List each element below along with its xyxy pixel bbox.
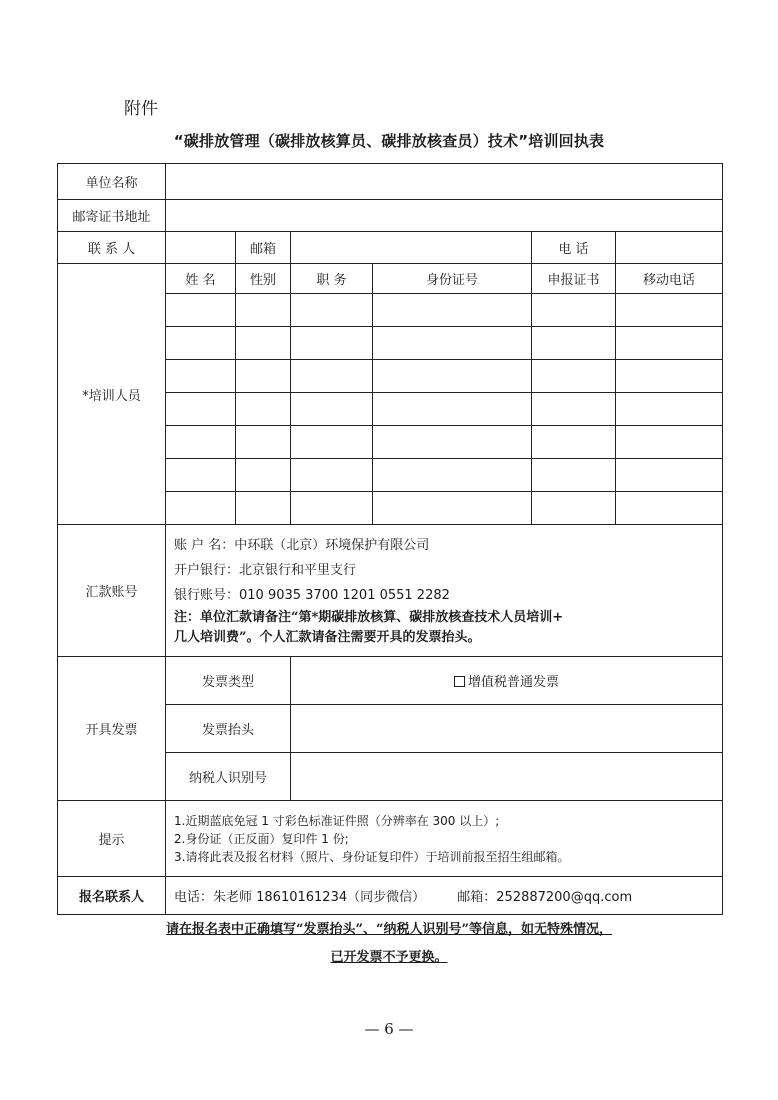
trainee-header-name: 姓 名 xyxy=(166,264,236,294)
contact-row xyxy=(58,232,723,264)
remit-label: 汇款账号 xyxy=(58,525,166,657)
invoice-type-row xyxy=(58,657,723,705)
unit-name-row xyxy=(58,164,723,200)
tips-content xyxy=(166,801,723,877)
trainee-header-mobile: 移动电话 xyxy=(616,264,723,294)
taxpayer-id-label: 纳税人识别号 xyxy=(166,753,291,801)
taxpayer-id-field[interactable] xyxy=(291,753,723,801)
trainee-header-gender: 性别 xyxy=(236,264,291,294)
registration-contact-info xyxy=(166,877,723,915)
mail-address-field[interactable] xyxy=(166,200,723,232)
registration-email[interactable]: 邮箱：252887200@qq.com xyxy=(457,890,633,905)
bank-name: 开户银行：北京银行和平里支行 xyxy=(174,563,357,578)
tips-label: 提示 xyxy=(58,801,166,877)
trainee-header-id-number: 身份证号 xyxy=(373,264,532,294)
email-label: 邮箱 xyxy=(236,232,291,264)
registration-contact-row xyxy=(58,877,723,915)
checkbox-icon[interactable] xyxy=(454,676,465,687)
invoice-type-value: 增值税普通发票 xyxy=(468,675,560,690)
remit-note-line-1: 注：单位汇款请备注“第*期碳排放核算、碳排放核查技术人员培训+ xyxy=(174,610,564,625)
invoice-type-label: 发票类型 xyxy=(166,657,291,705)
page-number: — 6 — xyxy=(364,1020,414,1038)
tips-row xyxy=(58,801,723,877)
mail-address-label: 邮寄证书地址 xyxy=(58,200,166,232)
unit-name-field[interactable] xyxy=(166,164,723,200)
contact-field[interactable] xyxy=(166,232,236,264)
invoice-title-field[interactable] xyxy=(291,705,723,753)
trainee-header-certificate: 申报证书 xyxy=(532,264,616,294)
form-title: “碳排放管理（碳排放核算员、碳排放核查员）技术”培训回执表 xyxy=(173,132,605,150)
trainee-header-row xyxy=(58,264,723,294)
remit-info xyxy=(166,525,723,657)
attachment-label: 附件 xyxy=(124,99,158,119)
invoice-label: 开具发票 xyxy=(58,657,166,801)
account-number: 银行账号：010 9035 3700 1201 0551 2282 xyxy=(174,588,450,603)
trainees-label: *培训人员 xyxy=(58,264,166,525)
tip-item: 2.身份证（正反面）复印件 1 份; xyxy=(174,831,349,846)
invoice-title-label: 发票抬头 xyxy=(166,705,291,753)
registration-phone: 电话：朱老师 18610161234（同步微信） xyxy=(174,890,426,905)
footer-notice-line-1: 请在报名表中正确填写“发票抬头”、“纳税人识别号”等信息，如无特殊情况， xyxy=(166,922,612,937)
tip-item: 3.请将此表及报名材料（照片、身份证复印件）于培训前报至招生组邮箱。 xyxy=(174,849,570,864)
remit-note-line-2: 几人培训费”。个人汇款请备注需要开具的发票抬头。 xyxy=(174,630,481,645)
invoice-type-option[interactable] xyxy=(291,657,723,705)
email-field[interactable] xyxy=(291,232,532,264)
footer-notice-line-2: 已开发票不予更换。 xyxy=(330,950,448,965)
contact-label: 联 系 人 xyxy=(58,232,166,264)
remit-row xyxy=(58,525,723,657)
trainee-header-position: 职 务 xyxy=(291,264,373,294)
unit-name-label: 单位名称 xyxy=(58,164,166,200)
tip-item: 1.近期蓝底免冠 1 寸彩色标准证件照（分辨率在 300 以上）; xyxy=(174,813,500,828)
phone-field[interactable] xyxy=(616,232,723,264)
registration-form-table xyxy=(57,163,723,915)
registration-contact-label: 报名联系人 xyxy=(58,877,166,915)
phone-label: 电 话 xyxy=(532,232,616,264)
mail-address-row xyxy=(58,200,723,232)
account-name: 账 户 名：中环联（北京）环境保护有限公司 xyxy=(174,538,430,553)
